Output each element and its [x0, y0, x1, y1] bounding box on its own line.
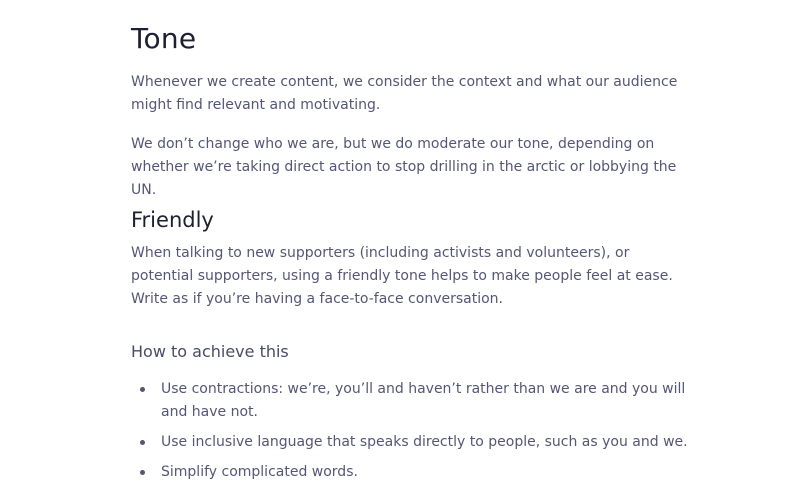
subsection-title-how-to: How to achieve this — [131, 342, 289, 361]
list-item-text: Use contractions: we’re, you’ll and haven’t rather than we are and you will and have not. — [161, 381, 686, 420]
page-title: Tone — [131, 22, 197, 55]
list-item — [131, 461, 691, 484]
bullet-icon — [140, 440, 145, 445]
tone-paragraph-1: Whenever we create content, we consider the context and what our audience might find relevant and motivating. — [131, 74, 678, 113]
section-title-friendly: Friendly — [131, 208, 214, 232]
list-item — [131, 378, 691, 424]
bullet-icon — [140, 470, 145, 475]
list-item-text: Simplify complicated words. — [161, 464, 358, 480]
bullet-icon — [140, 387, 145, 392]
list-item — [131, 431, 691, 454]
tone-paragraph-2: We don’t change who we are, but we do moderate our tone, depending on whether we’re taking direct action to stop drilling in the arctic or lobbying the UN. — [131, 136, 677, 198]
how-to-list — [131, 378, 691, 491]
friendly-paragraph: When talking to new supporters (including activists and volunteers), or potential supporters, using a friendly tone helps to make people feel at ease. Write as if you’re having a face-to-face conversation. — [131, 245, 673, 307]
list-item-text: Use inclusive language that speaks directly to people, such as you and we. — [161, 434, 688, 450]
